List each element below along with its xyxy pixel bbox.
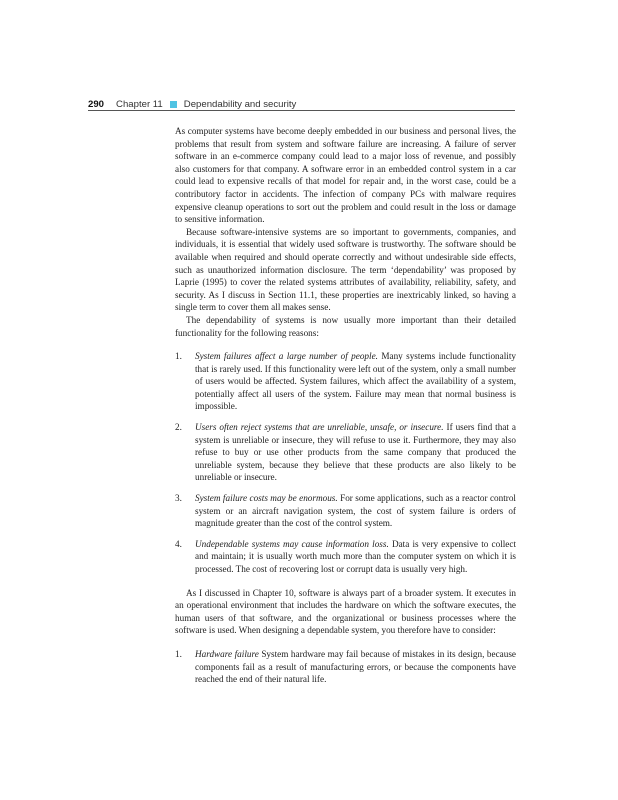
list-text: If users find that a system is unreliable or insecure, they will refuse to use it. Furthermore, they may also refuse to buy or use other products from the same company that produced the unreliable system, because they believe that these products are also likely to be unreliable or insecure.	[195, 422, 517, 483]
list-item	[175, 492, 516, 530]
list-item	[175, 350, 516, 413]
list-number: 4.	[175, 538, 182, 549]
list-item	[175, 538, 516, 576]
paragraph: The dependability of systems is now usually more important than their detailed functionality for the following reasons:	[175, 314, 516, 338]
header-rule	[88, 110, 515, 111]
square-bullet-icon	[170, 101, 177, 108]
paragraph: As computer systems have become deeply embedded in our business and personal lives, the problems that result from system and software failure are increasing. A failure of server software in an e-commerce company could lead to a major loss of revenue, and possibly also customers for that company. A software error in an embedded control system in a car could lead to expensive recalls of that model for repair and, in the worst case, could be a contributory factor in accidents. The infection of company PCs with malware requires expensive cleanup operations to sort out the problem and could result in the loss or damage to sensitive information.	[175, 126, 516, 225]
list-term: System failure costs may be enormous.	[195, 493, 338, 504]
reasons-list	[175, 350, 516, 576]
paragraph: Because software-intensive systems are so important to governments, companies, and individuals, it is essential that widely used software is trustworthy. The software should be available when required and should operate correctly and without undesirable side effects, such as unauthorized information disclosure. The term ‘dependability’ was proposed by Laprie (1995) to cover the related systems attributes of availability, reliability, safety, and security. As I discuss in Section 11.1, these properties are inextricably linked, so having a single term to cover them all makes sense.	[175, 226, 516, 313]
chapter-title: Dependability and security	[183, 98, 297, 110]
list-number: 3.	[175, 493, 182, 504]
list-term: Hardware failure	[195, 648, 259, 659]
list-item	[175, 421, 516, 484]
list-item	[175, 648, 516, 686]
list-text: Many systems include functionality that is rarely used. If this functionality were left out of the system, only a small number of users would be affected. System failures, which affect the availability of a system, potentially affect all users of the system. Failure may mean that normal business is impossible.	[195, 351, 516, 412]
chapter-label: Chapter 11	[116, 98, 163, 110]
body-text	[175, 125, 516, 694]
list-term: Undependable systems may cause information loss.	[195, 538, 389, 549]
page-number: 290	[88, 98, 105, 110]
list-number: 1.	[175, 648, 182, 659]
list-text: Data is very expensive to collect and maintain; it is usually worth much more than the computer system on which it is processed. The cost of recovering lost or corrupt data is usually very high.	[195, 538, 517, 574]
list-term: System failures affect a large number of people.	[195, 351, 378, 362]
list-number: 1.	[175, 351, 182, 362]
considerations-list	[175, 648, 516, 686]
list-text: For some applications, such as a reactor control system or an aircraft navigation system, the cost of system failure is orders of magnitude greater than the cost of the control system.	[195, 493, 516, 529]
list-term: Users often reject systems that are unreliable, unsafe, or insecure.	[195, 422, 444, 433]
list-number: 2.	[175, 422, 182, 433]
list-text: System hardware may fail because of mistakes in its design, because components fail as a result of manufacturing errors, or because the components have reached the end of their natural life.	[195, 648, 516, 685]
paragraph: As I discussed in Chapter 10, software is always part of a broader system. It executes in an operational environment that includes the hardware on which the software executes, the human users of that software, and the organizational or business processes where the software is used. When designing a dependable system, you therefore have to consider:	[175, 587, 516, 636]
